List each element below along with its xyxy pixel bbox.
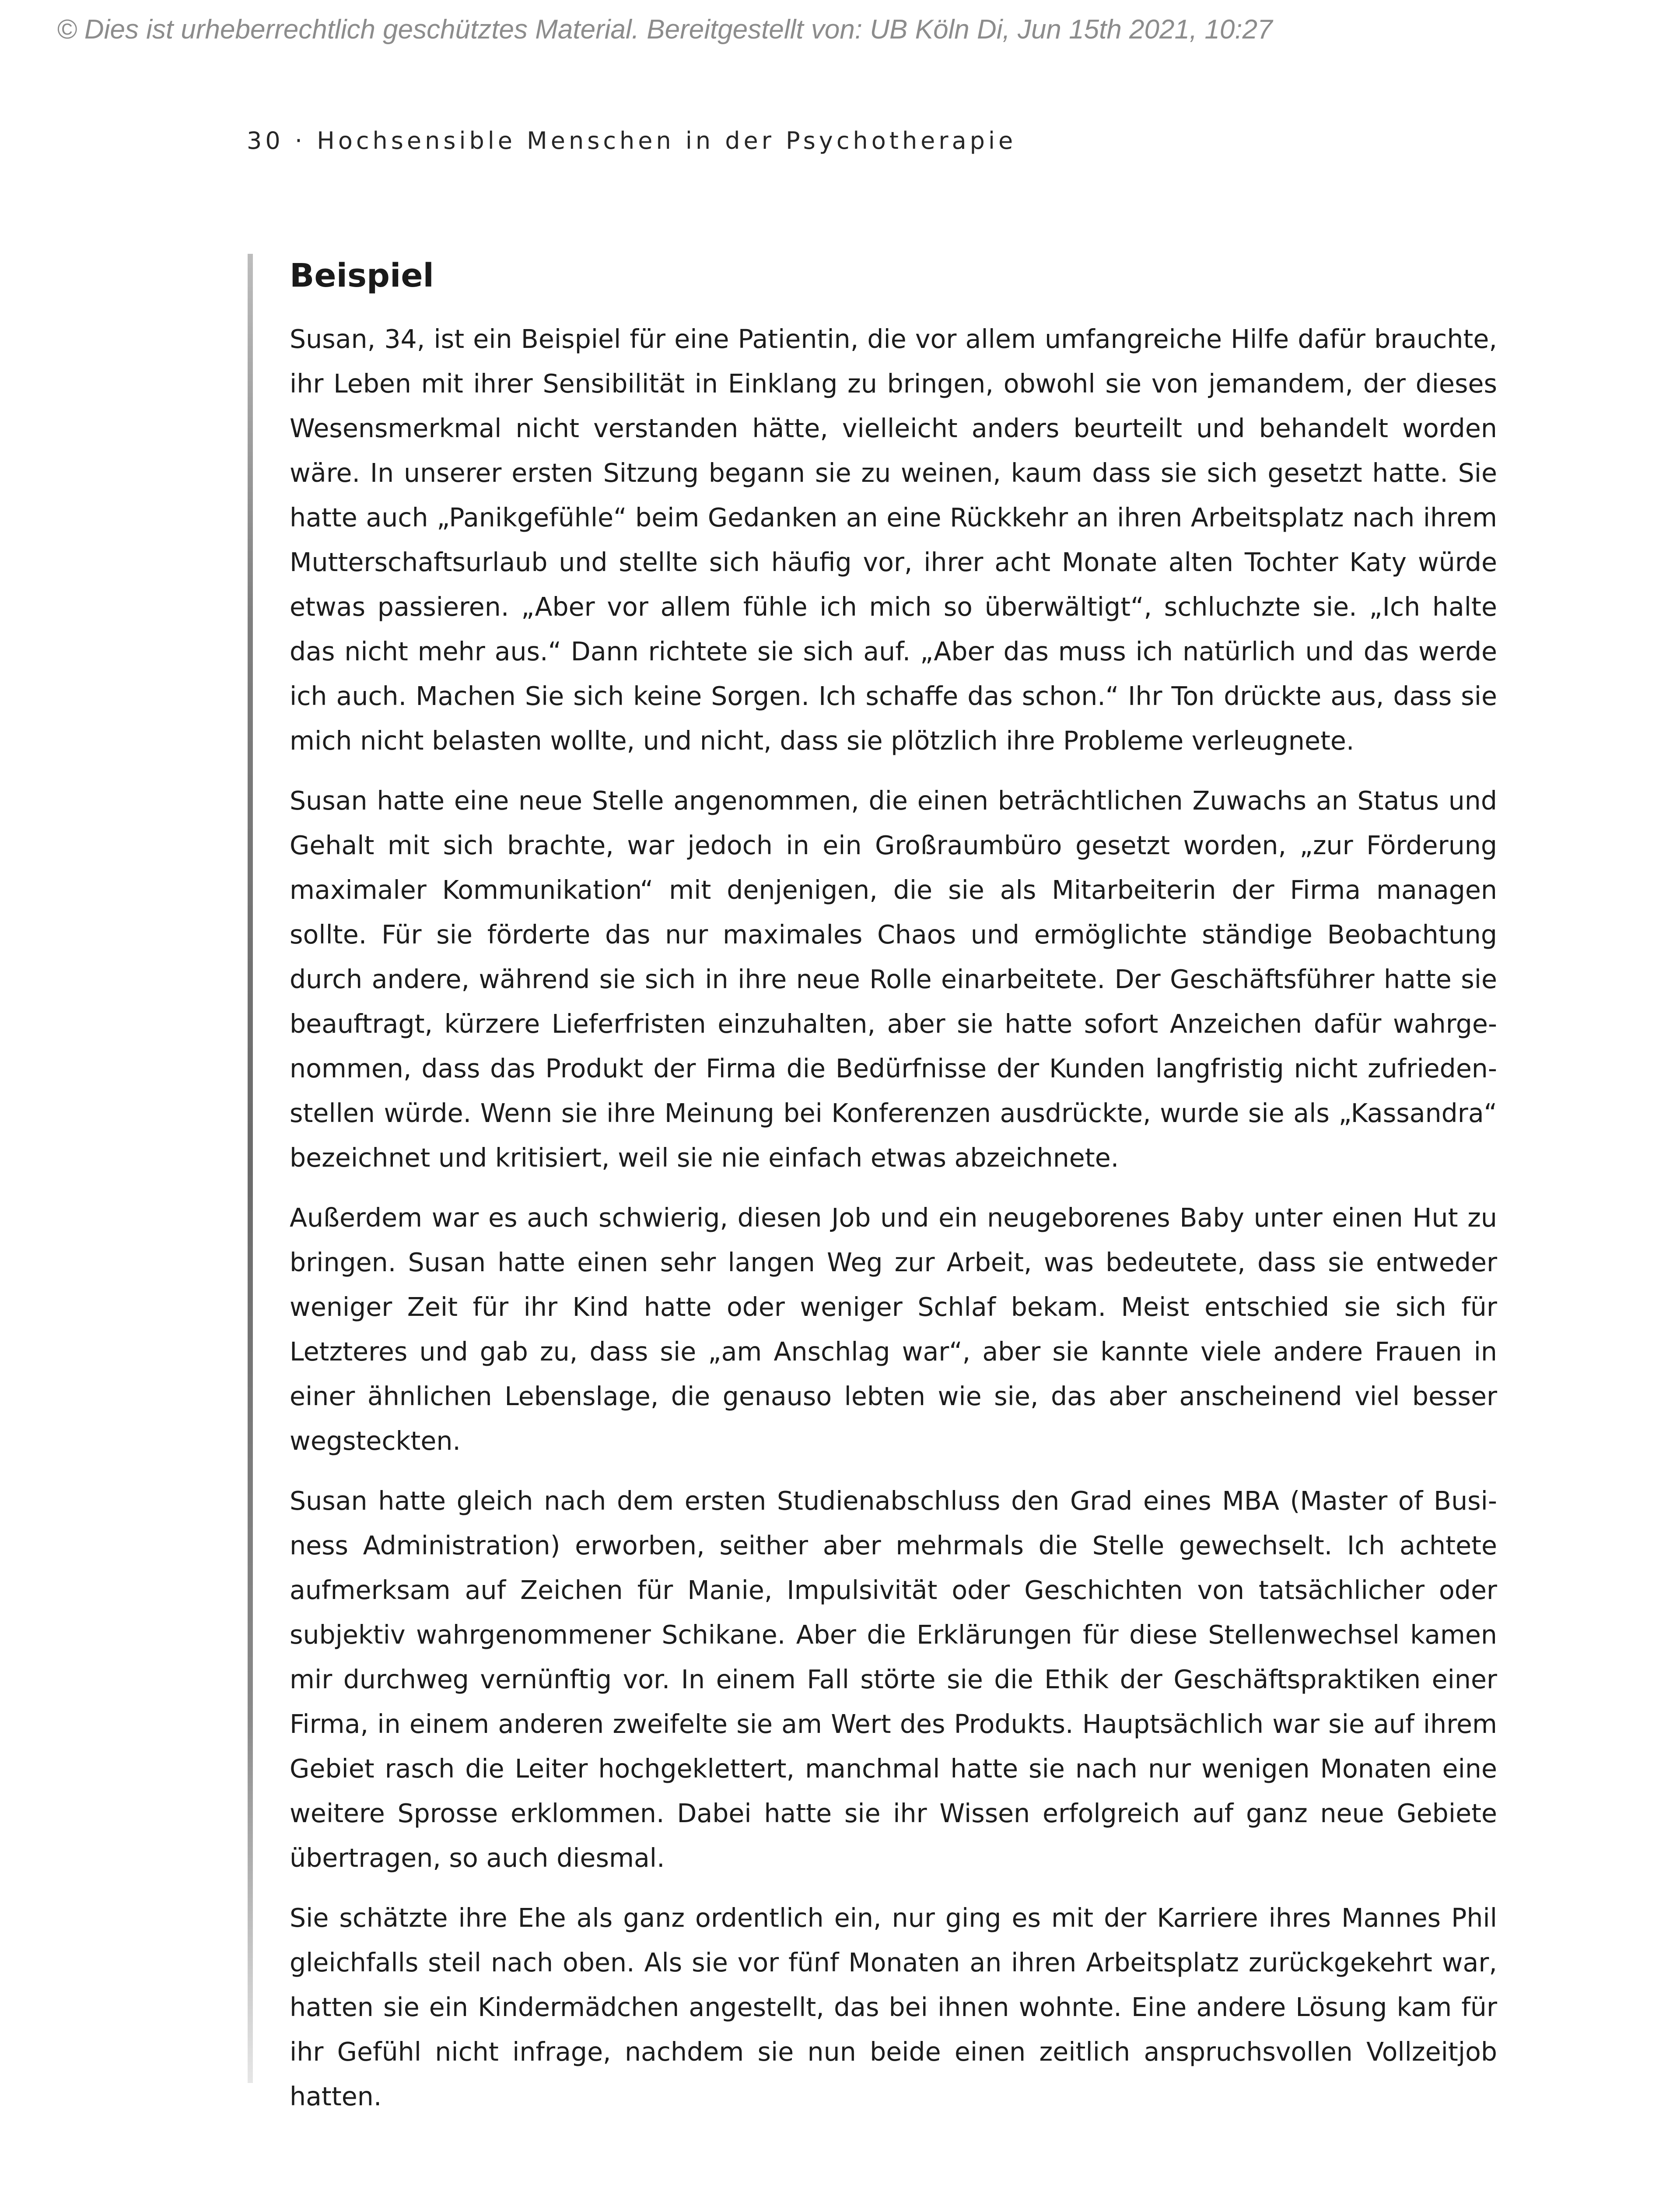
paragraph-4: Susan hatte gleich nach dem ersten Studienabschluss den Grad eines MBA (Master of Business Administration) erworben, seither aber mehrmals die Stelle gewechselt. Ich achtete aufmerksam auf Zeichen für Manie, Impulsivität oder Geschichten von tatsächlicher oder subjektiv wahrgenommener Schikane. Aber die Erklärungen für diese Stellenwechsel kamen mir durchweg vernünftig vor. In einem Fall störte sie die Ethik der Geschäftspraktiken einer Firma, in einem anderen zweifelte sie am Wert des Produkts. Hauptsächlich war sie auf ihrem Gebiet rasch die Leiter hochgeklettert, manchmal hatte sie nach nur wenigen Monaten eine weitere Sprosse erklommen. Dabei hatte sie ihr Wissen erfolgreich auf ganz neue Gebiete übertragen, so auch diesmal. (290, 1486, 1497, 1873)
paragraph-1: Susan, 34, ist ein Beispiel für eine Patientin, die vor allem umfangreiche Hilfe dafür brauchte, ihr Leben mit ihrer Sensibilität in Einklang zu bringen, obwohl sie von jemandem, der dieses Wesensmerkmal nicht verstanden hätte, vielleicht anders beurteilt und behandelt worden wäre. In unserer ersten Sitzung begann sie zu weinen, kaum dass sie sich gesetzt hatte. Sie hatte auch „Panikgefühle“ beim Gedanken an eine Rückkehr an ihren Arbeitsplatz nach ihrem Mutterschaftsurlaub und stellte sich häufig vor, ihrer acht Monate alten Tochter Katy würde etwas passieren. „Aber vor allem fühle ich mich so überwältigt“, schluchzte sie. „Ich halte das nicht mehr aus.“ Dann richtete sie sich auf. „Aber das muss ich natürlich und das werde ich auch. Machen Sie sich keine Sorgen. Ich schaffe das schon.“ Ihr Ton drückte aus, dass sie mich nicht belasten wollte, und nicht, dass sie plötzlich ihre Probleme verleugnete. (290, 324, 1497, 756)
example-box (248, 254, 1499, 2111)
example-content (290, 254, 1497, 2134)
paragraph-2: Susan hatte eine neue Stelle angenommen, die einen beträchtlichen Zuwachs an Status und Gehalt mit sich brachte, war jedoch in ein Großraumbüro gesetzt worden, „zur Förderung maximaler Kommunikation“ mit denjenigen, die sie als Mitarbeiterin der Firma managen sollte. Für sie förderte das nur maximales Chaos und ermöglichte ständige Beobachtung durch andere, während sie sich in ihre neue Rolle einarbeitete. Der Geschäftsführer hatte sie beauftragt, kürzere Lieferfristen einzuhalten, aber sie hatte sofort Anzeichen dafür wahrgenommen, dass das Produkt der Firma die Bedürfnisse der Kunden langfristig nicht zufriedenstellen würde. Wenn sie ihre Meinung bei Konferenzen ausdrückte, wurde sie als „Kassandra“ bezeichnet und kritisiert, weil sie nie einfach etwas abzeichnete. (290, 786, 1497, 1173)
example-heading: Beispiel (290, 257, 434, 295)
paragraph-5: Sie schätzte ihre Ehe als ganz ordentlich ein, nur ging es mit der Karriere ihres Mannes Phil gleichfalls steil nach oben. Als sie vor fünf Monaten an ihren Arbeitsplatz zurückgekehrt war, hatten sie ein Kindermädchen angestellt, das bei ihnen wohnte. Eine andere Lösung kam für ihr Gefühl nicht infrage, nachdem sie nun beide einen zeitlich anspruchsvollen Vollzeitjob hatten. (290, 1903, 1497, 2111)
running-head: 30 · Hochsensible Menschen in der Psychotherapie (247, 127, 1017, 154)
copyright-watermark: © Dies ist urheberrechtlich geschütztes Material. Bereitgestellt von: UB Köln Di, Jun 15th 2021, 10:27 (57, 14, 1273, 45)
example-side-bar (248, 254, 253, 2083)
paragraph-3: Außerdem war es auch schwierig, diesen Job und ein neugeborenes Baby unter einen Hut zu bringen. Susan hatte einen sehr langen Weg zur Arbeit, was bedeutete, dass sie entweder weniger Zeit für ihr Kind hatte oder weniger Schlaf bekam. Meist entschied sie sich für Letzteres und gab zu, dass sie „am Anschlag war“, aber sie kannte viele andere Frauen in einer ähnlichen Lebenslage, die genauso lebten wie sie, das aber anscheinend viel besser wegsteckten. (290, 1203, 1497, 1456)
